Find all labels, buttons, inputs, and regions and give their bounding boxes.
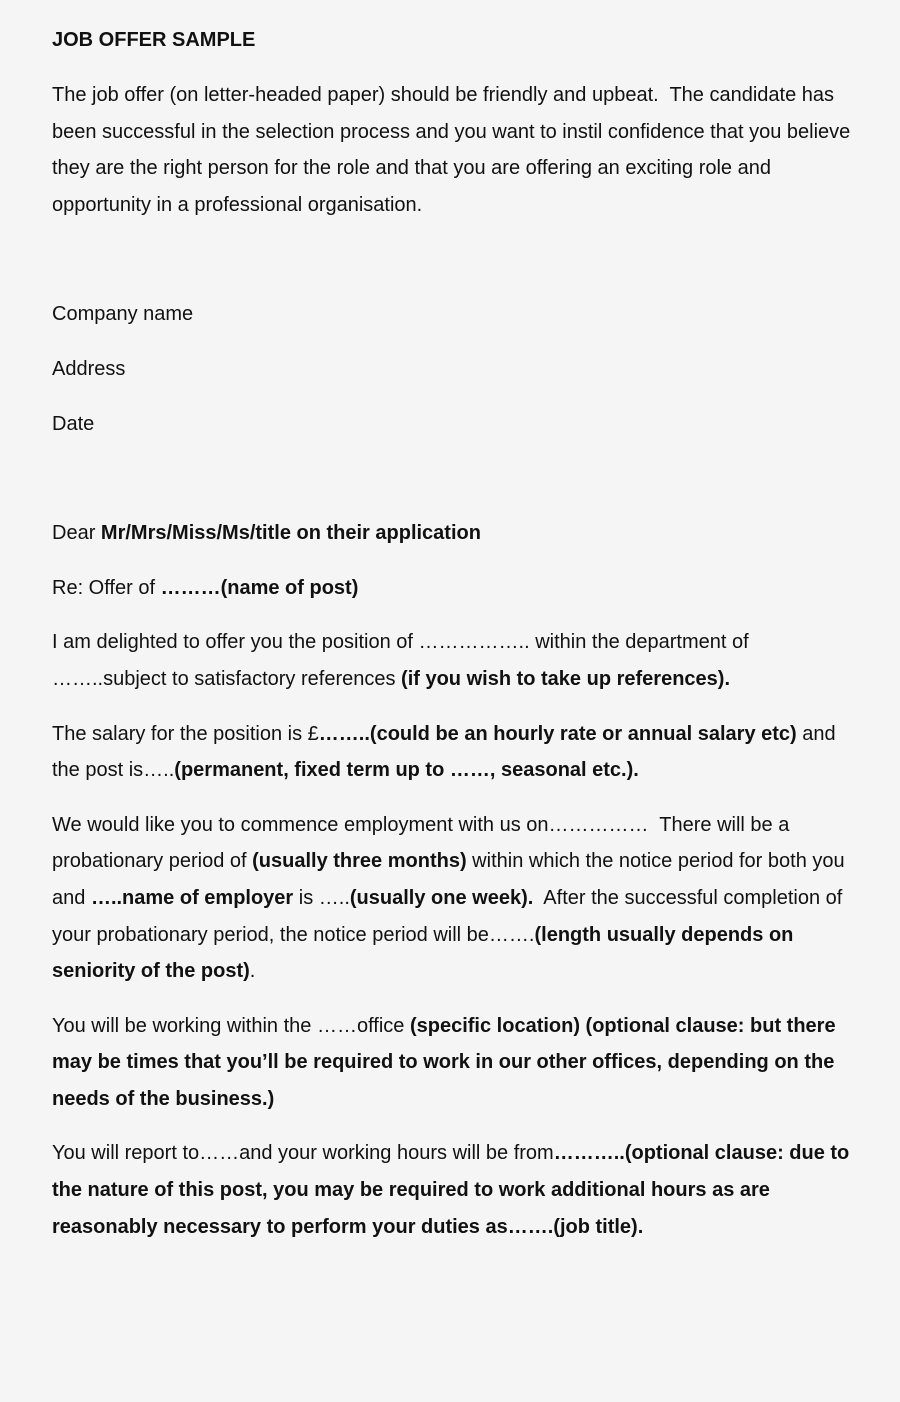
salutation-recipient: Mr/Mrs/Miss/Ms/title on their application: [100, 522, 481, 545]
address-line: [52, 351, 852, 388]
location-paragraph: [52, 1008, 852, 1118]
salary-term-clause: (permanent, fixed term up to ……, seasonal etc.).: [174, 759, 639, 782]
commencement-text-3: is …..: [293, 886, 350, 909]
seniority-clause: (length usually depends on seniority of the post): [52, 923, 799, 983]
intro-text: The job offer (on letter-headed paper) should be friendly and upbeat. The candidate has been successful in the selection process and you want to instil confidence that you believe they are the right person for the role and that you are offering an exciting role and opportunity in a professional organisation.: [52, 84, 856, 216]
reporting-optional-clause: ………..(optional clause: due to the nature of this post, you may be required to work additional hours as are reasonably necessary to perform your duties as…….(job title).: [52, 1142, 855, 1238]
position-paragraph: [52, 624, 852, 697]
salutation-line: [52, 515, 852, 552]
probation-length-clause: (usually three months): [252, 850, 467, 873]
salutation-prefix: Dear: [52, 522, 101, 545]
location-optional-clause: (specific location) (optional clause: but there may be times that you’ll be required to work in our other offices, depending on the needs of the business.): [52, 1014, 842, 1110]
salary-text-2: and the post is…..: [52, 722, 842, 782]
subject-prefix: Re: Offer of: [52, 576, 161, 599]
commencement-text-4: After the successful completion of your probationary period, the notice period will be…….: [52, 886, 848, 946]
position-references-clause: (if you wish to take up references).: [401, 667, 730, 690]
subject-post: ………(name of post): [160, 576, 359, 599]
salary-text-1: The salary for the position is £: [52, 722, 319, 745]
salary-rate-clause: ……..(could be an hourly rate or annual salary etc): [318, 722, 797, 745]
address-text: Address: [52, 357, 126, 380]
commencement-text-2: within which the notice period for both you and: [52, 850, 851, 909]
reporting-paragraph: [52, 1135, 855, 1245]
employer-name-clause: …..name of employer: [90, 886, 294, 909]
company-name-line: [52, 296, 852, 333]
commencement-text-5: .: [249, 960, 256, 983]
subject-line: [52, 570, 852, 607]
reporting-text: You will report to……and your working hours will be from: [52, 1142, 554, 1165]
commencement-text-1: We would like you to commence employment with us on…………… There will be a probationary period of: [52, 813, 795, 873]
position-text: I am delighted to offer you the position of …………….. within the department of ……..subject to satisfactory references: [52, 631, 755, 690]
notice-length-clause: (usually one week).: [349, 886, 534, 909]
salary-paragraph: [52, 716, 852, 789]
company-name-text: Company name: [52, 303, 194, 326]
date-text: Date: [52, 412, 95, 435]
date-line: [52, 406, 852, 443]
commencement-paragraph: [52, 807, 852, 990]
intro-paragraph: [52, 77, 856, 223]
location-text: You will be working within the ……office: [52, 1014, 410, 1037]
document-title: JOB OFFER SAMPLE: [52, 29, 256, 51]
